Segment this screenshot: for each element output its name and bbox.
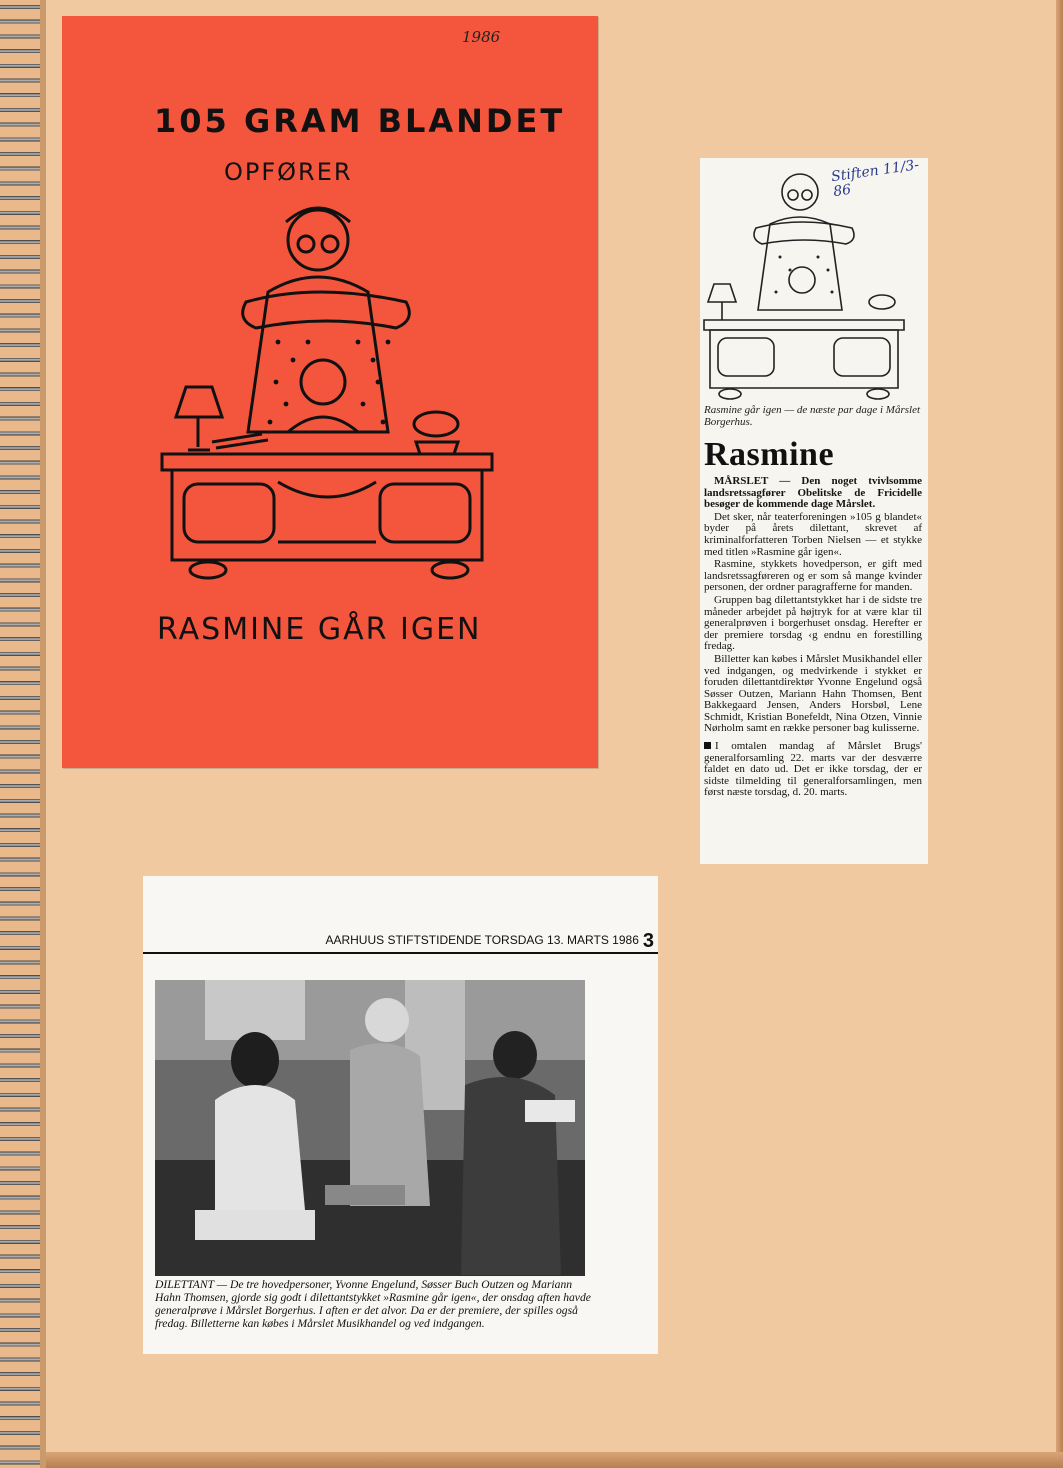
- clipping-headline: Rasmine: [704, 436, 835, 473]
- newspaper-dateline: AARHUUS STIFTSTIDENDE TORSDAG 13. MARTS 1986: [325, 933, 639, 947]
- flyer-title: 105 GRAM BLANDET: [154, 102, 566, 140]
- flyer-play-title: RASMINE GÅR IGEN: [157, 612, 482, 647]
- clipping-caption: Rasmine går igen — de næste par dage i Mårslet Borgerhus.: [704, 404, 921, 428]
- handwritten-date-note: Stiften 11/3-86: [830, 157, 921, 201]
- bullet-square-icon: [704, 742, 711, 749]
- page-edge-left: [40, 0, 46, 1468]
- article-paragraph: Gruppen bag dilettantstykket har i de sidste tre måneder arbejdet på højtryk for at være klar til generalprøven i borgerhuset onsdag. Herefter er der premiere torsdag ‹g endnu en forestilling fredag.: [704, 593, 922, 653]
- correction-text: I omtalen mandag af Mårslet Brugs' generalforsamling 22. marts var der desværre faldet en dato ud. Det er ikke torsdag, der er sidste tilmelding til generalforsamlingen, men først næste torsdag, d. 20. marts.: [704, 740, 922, 799]
- article-correction-note: [704, 741, 922, 799]
- photo-image: [155, 980, 585, 1276]
- article-paragraph: Billetter kan købes i Mårslet Musikhandel eller ved indgangen, og medvirkende i stykket er foruden dilettantdirektør Yvonne Engelund også Søsser Outzen, Mariann Hahn Thomsen, Bent Bakkegaard Jensen, Anders Horsbøl, Lene Schmidt, Kristian Bonefeldt, Nina Otzen, Vinnie Nørholm samt en række personer bag kulisserne.: [704, 652, 922, 735]
- red-flyer: [62, 16, 598, 768]
- article-paragraph: Det sker, når teaterforeningen »105 g blandet« byder på årets dilettant, skrevet af kriminalforfatteren Torben Nielsen — et stykke med titlen »Rasmine går igen«.: [704, 510, 922, 558]
- clipping-article: [704, 476, 922, 800]
- flyer-year-note: 1986: [462, 28, 501, 46]
- article-paragraph: MÅRSLET — Den noget tvivlsomme landsretssagfører Obelitske de Fricidelle besøger de kommende dage Mårslet.: [704, 475, 922, 511]
- photo-caption: DILETTANT — De tre hovedpersoner, Yvonne Engelund, Søsser Buch Outzen og Mariann Hahn Thomsen, gjorde sig godt i dilettantstykket »Rasmine går igen«, der onsdag aften havde generalprøve i Mårslet Borgerhus. I aften er det alvor. Da er der premiere, der spilles også fredag. Billetterne kan købes i Mårslet Musikhandel og ved indgangen.: [155, 1278, 591, 1330]
- article-paragraph: Rasmine, stykkets hovedperson, er gift med landsretssagføreren og er som så mange kvinder personen, der ordner paragrafferne for manden.: [704, 558, 922, 594]
- page-edge-right: [1056, 0, 1063, 1468]
- clipping-illustration: [700, 162, 910, 402]
- newspaper-header: [279, 930, 654, 953]
- page-edge-bottom: [46, 1452, 1063, 1468]
- rehearsal-photo: [155, 980, 585, 1276]
- flyer-illustration: [158, 192, 498, 592]
- newspaper-clipping-top: [700, 158, 928, 864]
- page-number: 3: [642, 930, 654, 952]
- flyer-subtitle: OPFØRER: [224, 158, 353, 186]
- newspaper-clipping-bottom: [143, 876, 658, 1354]
- header-rule: [143, 952, 658, 954]
